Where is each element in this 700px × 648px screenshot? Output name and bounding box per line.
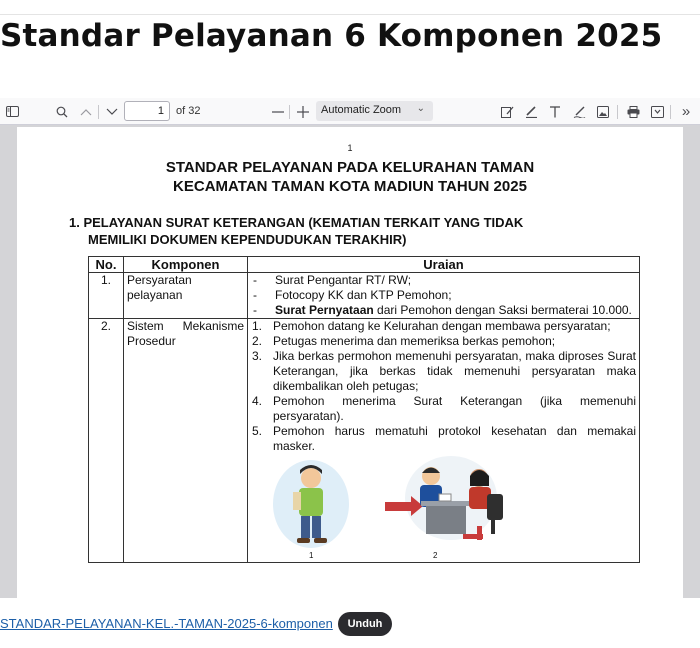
zoom-value: Automatic Zoom bbox=[321, 104, 402, 116]
list-item bbox=[251, 303, 636, 318]
step-number: 4. bbox=[252, 394, 263, 408]
table-header-row bbox=[89, 257, 640, 273]
page-title: Standar Pelayanan 6 Komponen 2025 bbox=[0, 18, 663, 54]
row-uraian bbox=[248, 319, 640, 563]
row-number: 1. bbox=[89, 273, 124, 319]
row-komponen: Persyaratan pelayanan bbox=[124, 273, 248, 319]
section-heading-line2: MEMILIKI DOKUMEN KEPENDUDUKAN TERAKHIR) bbox=[88, 232, 407, 247]
save-icon[interactable] bbox=[649, 98, 665, 125]
figure-label-1: 1 bbox=[309, 551, 314, 560]
file-download-link[interactable]: STANDAR-PELAYANAN-KEL.-TAMAN-2025-6-komponen bbox=[0, 616, 333, 631]
step-text: Pemohon harus mematuhi protokol kesehatan dan memakai masker. bbox=[273, 424, 636, 453]
list-item-text: dari Pemohon dengan Saksi bermaterai 10.000. bbox=[373, 303, 632, 317]
zoom-out-icon[interactable] bbox=[270, 98, 286, 125]
document-heading-line1: STANDAR PELAYANAN PADA KELURAHAN TAMAN bbox=[165, 159, 535, 176]
top-divider bbox=[0, 14, 700, 15]
download-button[interactable]: Unduh bbox=[338, 612, 392, 636]
step-text: Pemohon datang ke Kelurahan dengan membawa persyaratan; bbox=[273, 319, 611, 333]
figure-label-2: 2 bbox=[433, 551, 438, 560]
header-uraian: Uraian bbox=[248, 257, 640, 273]
service-desk-icon bbox=[385, 456, 503, 540]
step-number: 2. bbox=[252, 334, 263, 348]
header-no: No. bbox=[89, 257, 124, 273]
step-number: 3. bbox=[252, 349, 263, 363]
chevron-down-icon: ⌄ bbox=[416, 103, 425, 114]
procedure-figure bbox=[251, 454, 643, 562]
step-text: Jika berkas permohon memenuhi persyaratan, maka diproses Surat Keterangan, jika berkas tidak memenuhi persyaratan maka dikembalikan oleh petugas; bbox=[273, 349, 636, 393]
row-number: 2. bbox=[89, 319, 124, 563]
zoom-in-icon[interactable] bbox=[295, 98, 311, 125]
document-page-number: 1 bbox=[347, 143, 353, 153]
zoom-select[interactable] bbox=[316, 101, 433, 121]
list-item: - Surat Pengantar RT/ RW; bbox=[251, 273, 636, 288]
list-item bbox=[251, 319, 636, 334]
toolbar-separator bbox=[617, 105, 618, 119]
text-tool-icon[interactable] bbox=[547, 98, 563, 125]
draw-icon[interactable] bbox=[571, 98, 587, 125]
list-item bbox=[251, 424, 636, 454]
previous-page-icon[interactable] bbox=[78, 98, 94, 125]
list-item: - Fotocopy KK dan KTP Pemohon; bbox=[251, 288, 636, 303]
procedure-illustration bbox=[251, 454, 636, 562]
toolbar-separator bbox=[670, 105, 671, 119]
row-uraian bbox=[248, 273, 640, 319]
toolbar-separator bbox=[98, 105, 99, 119]
step-text: Pemohon menerima Surat Keterangan (jika memenuhi persyaratan). bbox=[273, 394, 636, 423]
list-item bbox=[251, 334, 636, 349]
next-page-icon[interactable] bbox=[104, 98, 120, 125]
header-komponen: Komponen bbox=[124, 257, 248, 273]
image-icon[interactable] bbox=[595, 98, 611, 125]
table-row bbox=[89, 319, 640, 563]
section-heading-line1: 1. PELAYANAN SURAT KETERANGAN (KEMATIAN TERKAIT YANG TIDAK bbox=[69, 215, 524, 230]
table-row bbox=[89, 273, 640, 319]
list-item-bold: Surat Pernyataan bbox=[275, 303, 374, 317]
list-item bbox=[251, 349, 636, 394]
pdf-toolbar bbox=[0, 98, 700, 125]
sidebar-toggle-icon[interactable] bbox=[4, 98, 20, 125]
row-komponen: Sistem Mekanisme Prosedur bbox=[124, 319, 248, 563]
highlight-icon[interactable] bbox=[523, 98, 539, 125]
page-number-input[interactable]: 1 bbox=[124, 101, 170, 121]
page-count: of 32 bbox=[176, 105, 201, 117]
print-icon[interactable] bbox=[625, 98, 641, 125]
scrollbar[interactable] bbox=[684, 127, 700, 598]
standard-table bbox=[88, 256, 640, 563]
person-walking-icon bbox=[273, 460, 349, 548]
step-number: 5. bbox=[252, 424, 263, 438]
document-heading-line2: KECAMATAN TAMAN KOTA MADIUN TAHUN 2025 bbox=[173, 178, 527, 195]
step-text: Petugas menerima dan memeriksa berkas pemohon; bbox=[273, 334, 556, 348]
list-item bbox=[251, 394, 636, 424]
add-text-note-icon[interactable] bbox=[499, 98, 515, 125]
toolbar-separator bbox=[289, 105, 290, 119]
search-icon[interactable] bbox=[54, 98, 70, 125]
step-number: 1. bbox=[252, 319, 263, 333]
more-tools-icon[interactable]: » bbox=[681, 103, 691, 120]
